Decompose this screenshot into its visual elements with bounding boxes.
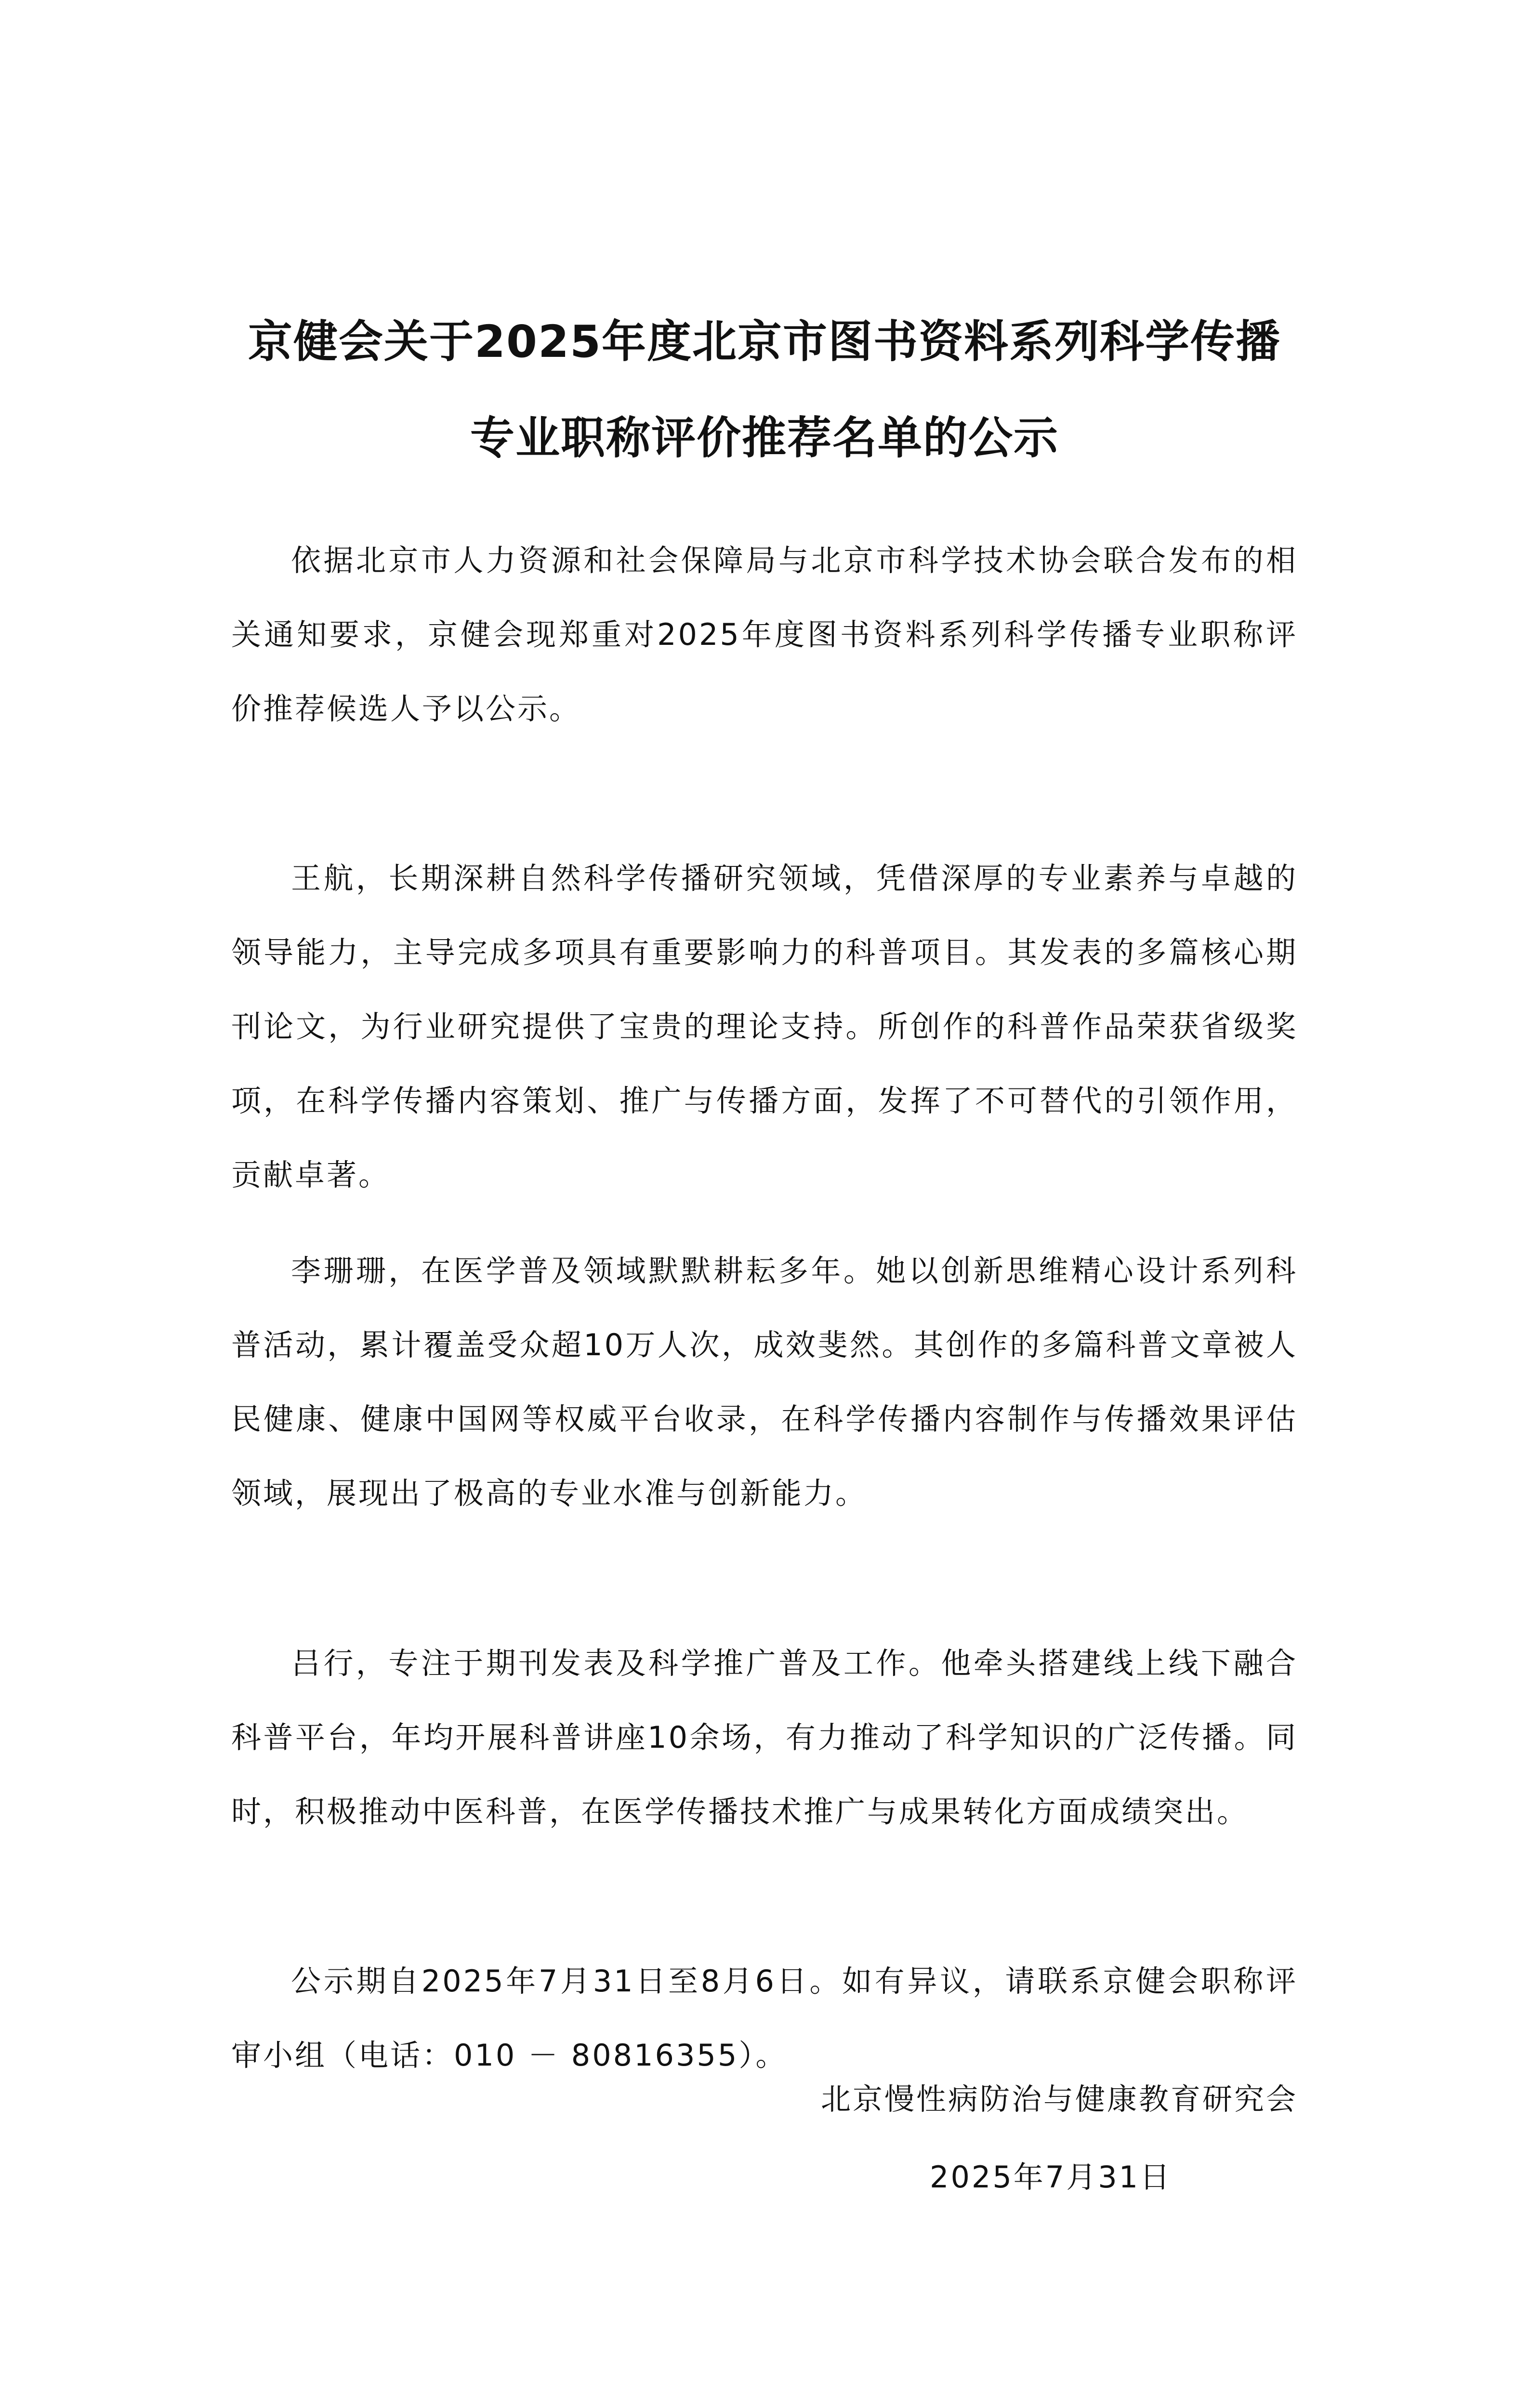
issue-date: 2025年7月31日: [930, 2159, 1172, 2195]
issuing-organization: 北京慢性病防治与健康教育研究会: [820, 2081, 1298, 2117]
candidate-paragraph-li-shanshan: 李珊珊，在医学普及领域默默耕耘多年。她以创新思维精心设计系列科普活动，累计覆盖受众超10万人次，成效斐然。其创作的多篇科普文章被人民健康、健康中国网等权威平台收录，在科学传播内容制作与传播效果评估领域，展现出了极高的专业水准与创新能力。: [231, 1253, 1298, 1511]
candidate-paragraph-lv-xing: 吕行，专注于期刊发表及科学推广普及工作。他牵头搭建线上线下融合科普平台，年均开展科普讲座10余场，有力推动了科学知识的广泛传播。同时，积极推动中医科普，在医学传播技术推广与成果转化方面成绩突出。: [231, 1646, 1298, 1829]
document-title: 京健会关于2025年度北京市图书资料系列科学传播专业职称评价推荐名单的公示: [248, 316, 1281, 464]
notice-paragraph: 公示期自2025年7月31日至8月6日。如有异议，请联系京健会职称评审小组（电话：010 － 80816355）。: [231, 1963, 1298, 2073]
intro-paragraph: 依据北京市人力资源和社会保障局与北京市科学技术协会联合发布的相关通知要求，京健会现郑重对2025年度图书资料系列科学传播专业职称评价推荐候选人予以公示。: [231, 543, 1298, 726]
candidate-paragraph-wang-hang: 王航，长期深耕自然科学传播研究领域，凭借深厚的专业素养与卓越的领导能力，主导完成多项具有重要影响力的科普项目。其发表的多篇核心期刊论文，为行业研究提供了宝贵的理论支持。所创作的科普作品荣获省级奖项，在科学传播内容策划、推广与传播方面，发挥了不可替代的引领作用，贡献卓著。: [231, 861, 1298, 1192]
